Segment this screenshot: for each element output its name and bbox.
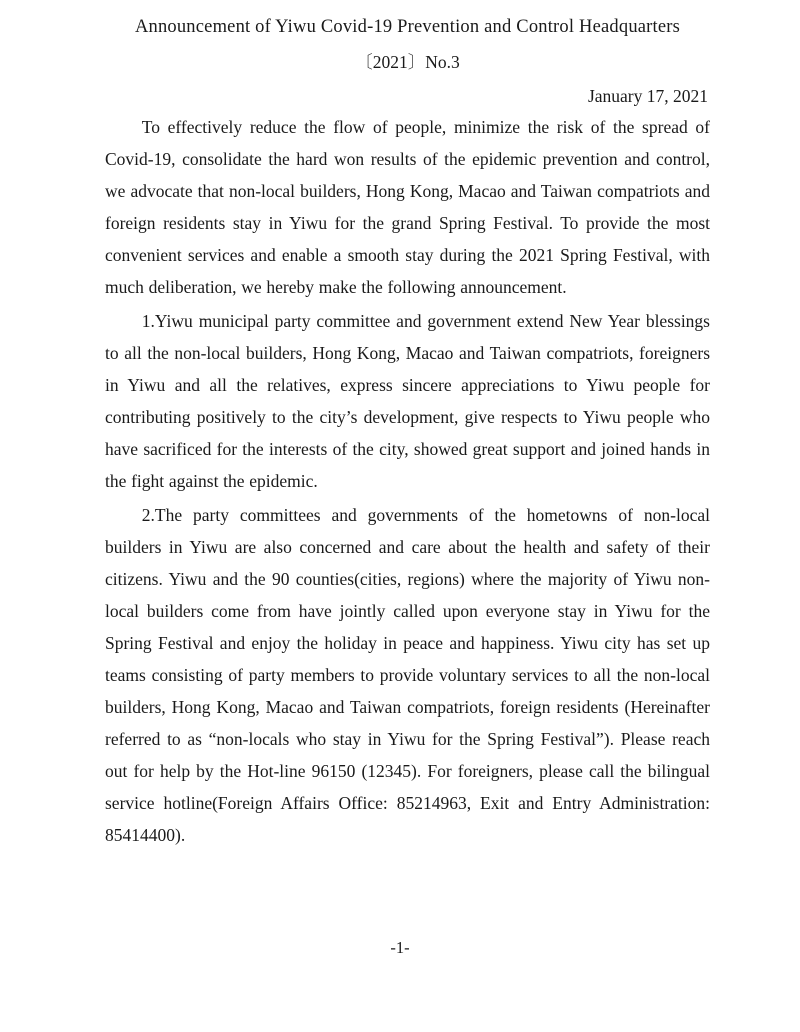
document-title: Announcement of Yiwu Covid-19 Prevention and Control Headquarters [134, 17, 681, 37]
paragraph-intro: To effectively reduce the flow of people, minimize the risk of the spread of Covid-19, consolidate the hard won results of the epidemic prevention and control, we advocate that non-local builders, Hong Kong, Macao and Taiwan compatriots and foreign residents stay in Yiwu for the grand Spring Festival. To provide the most convenient services and enable a smooth stay during the 2021 Spring Festival, with much deliberation, we hereby make the following announcement. [105, 116, 710, 297]
paragraph-item-1: 1.Yiwu municipal party committee and government extend New Year blessings to all the non-local builders, Hong Kong, Macao and Taiwan compatriots, foreigners in Yiwu and all the relatives, express sincere appreciations to Yiwu people for contributing positively to the city’s development, give respects to Yiwu people who have sacrificed for the interests of the city, showed great support and joined hands in the fight against the epidemic. [105, 310, 710, 491]
document-number: 〔2021〕No.3 [355, 51, 460, 72]
page-number: -1- [390, 938, 410, 957]
paragraph-item-2: 2.The party committees and governments of the hometowns of non-local builders in Yiwu are also concerned and care about the health and safety of their citizens. Yiwu and the 90 counties(cities, regions) where the majority of Yiwu non-local builders come from have jointly called upon everyone stay in Yiwu for the Spring Festival and enjoy the holiday in peace and happiness. Yiwu city has set up teams consisting of party members to provide voluntary services to all the non-local builders, Hong Kong, Macao and Taiwan compatriots, foreign residents (Hereinafter referred to as “non-locals who stay in Yiwu for the Spring Festival”). Please reach out for help by the Hot-line 96150 (12345). For foreigners, please call the bilingual service hotline(Foreign Affairs Office: 85214963, Exit and Entry Administration: 85414400). [105, 504, 710, 846]
document-date: January 17, 2021 [587, 85, 708, 106]
